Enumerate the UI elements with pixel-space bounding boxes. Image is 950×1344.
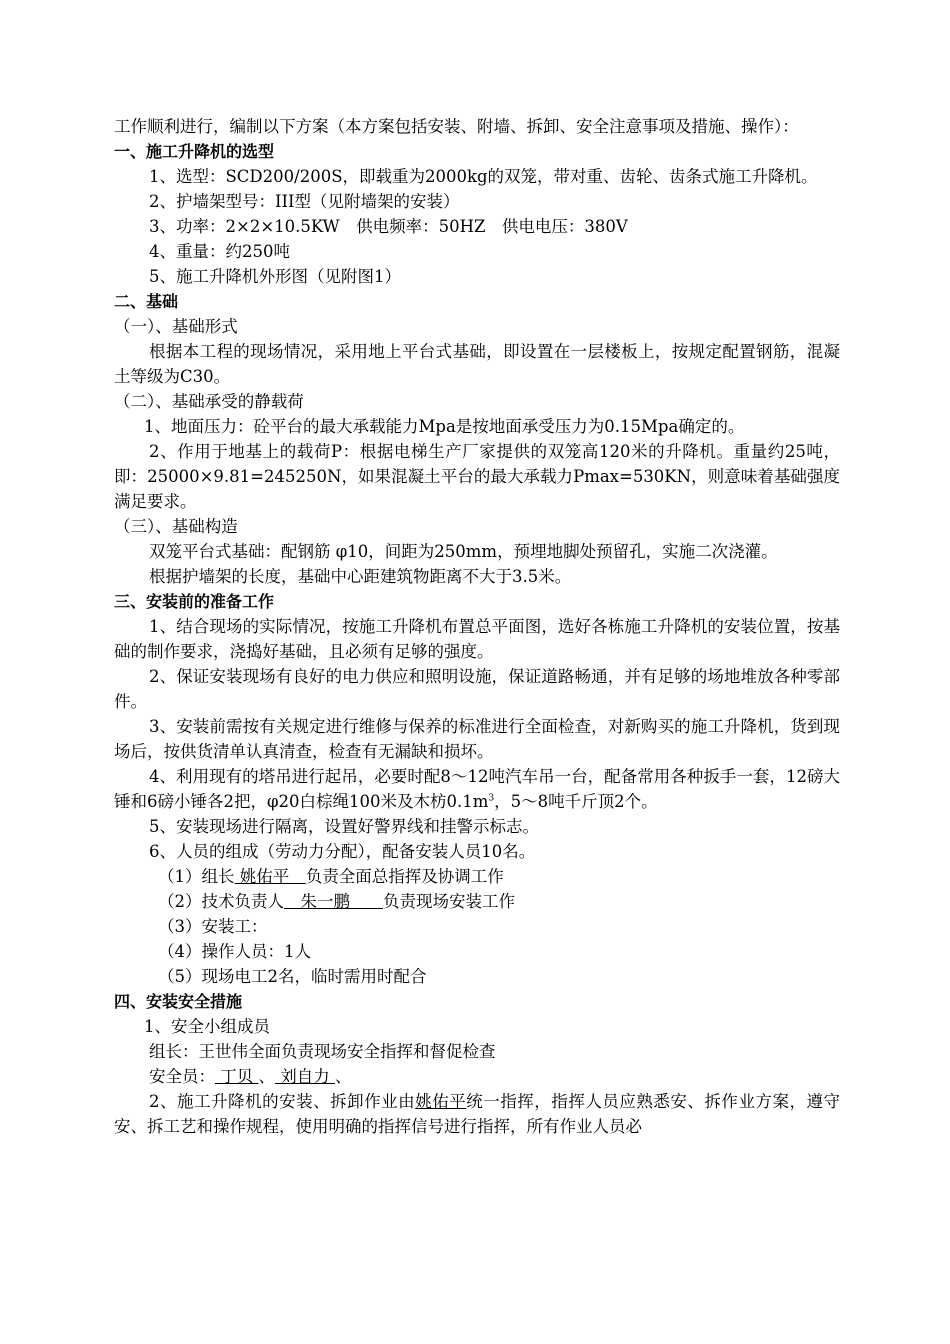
paragraph	[114, 1064, 840, 1089]
subheading: （一）、基础形式	[114, 317, 238, 336]
paragraph: 6、人员的组成（劳动力分配），配备安装人员10名。	[149, 842, 536, 861]
section-heading-3: 三、安装前的准备工作	[114, 592, 275, 611]
text: 4、利用现有的塔吊进行起吊，必要时配8～12吨汽车吊一台，配备常用各种扳手一套，12磅大锤和6磅小锤各2把，φ20白棕绳100米及木枋0.1m	[114, 767, 840, 811]
paragraph: 2、作用于地基上的载荷P：根据电梯生产厂家提供的双笼高120米的升降机。重量约25吨，即：25000×9.81=245250N，如果混凝土平台的最大承载力Pmax=530KN，则意味着基础强度满足要求。	[114, 442, 840, 511]
staff-line	[114, 864, 840, 889]
paragraph	[114, 1089, 840, 1139]
paragraph: 5、安装现场进行隔离，设置好警界线和挂警示标志。	[149, 817, 539, 836]
text: 安全员：	[149, 1067, 215, 1086]
underlined-name: 刘自力	[275, 1067, 335, 1086]
paragraph: 1、安全小组成员	[144, 1017, 270, 1036]
staff-line: （4）操作人员：1人	[158, 942, 311, 961]
text: 负责全面总指挥及协调工作	[305, 867, 504, 886]
paragraph: 组长：王世伟全面负责现场安全指挥和督促检查	[149, 1042, 496, 1061]
paragraph: 1、选型：SCD200/200S，即载重为2000kg的双笼，带对重、齿轮、齿条式施工升降机。	[149, 167, 818, 186]
text: （2）技术负责人	[158, 892, 284, 911]
underlined-name: 姚佑平	[415, 1092, 467, 1111]
text: 统一指挥，指挥人员应熟悉安、拆作业方案，遵守安、拆工艺和操作规程，使用明确的指挥信号进行指挥，所有作业人员必	[114, 1092, 841, 1136]
paragraph: 双笼平台式基础：配钢筋 φ10，间距为250mm，预埋地脚处预留孔，实施二次浇灌。	[149, 542, 778, 561]
document-page	[114, 114, 840, 1139]
superscript: 3	[488, 793, 495, 804]
section-heading-2: 二、基础	[114, 292, 179, 311]
section-heading-4: 四、安装安全措施	[114, 992, 243, 1011]
paragraph	[114, 764, 840, 814]
paragraph: 2、护墙架型号：III型（见附墙架的安装）	[149, 192, 460, 211]
underlined-name: 姚佑平	[234, 867, 306, 886]
staff-line: （5）现场电工2名，临时需用时配合	[158, 967, 427, 986]
underlined-name: 朱一鹏	[284, 892, 383, 911]
text: 2、施工升降机的安装、拆卸作业由	[149, 1092, 416, 1111]
paragraph: 4、重量：约250吨	[149, 242, 290, 261]
paragraph: 1、地面压力：砼平台的最大承载能力Mpa是按地面承受压力为0.15Mpa确定的。	[144, 417, 745, 436]
underlined-name: 丁贝	[215, 1067, 259, 1086]
text: 负责现场安装工作	[383, 892, 515, 911]
staff-line: （3）安装工：	[158, 917, 268, 936]
section-heading-1: 一、施工升降机的选型	[114, 142, 275, 161]
subheading: （三）、基础构造	[114, 517, 238, 536]
paragraph: 3、功率：2×2×10.5KW 供电频率：50HZ 供电电压：380V	[149, 217, 628, 236]
intro-paragraph: 工作顺利进行，编制以下方案（本方案包括安装、附墙、拆卸、安全注意事项及措施、操作）：	[114, 117, 799, 136]
paragraph: 根据护墙架的长度，基础中心距建筑物距离不大于3.5米。	[149, 567, 572, 586]
text: ，5～8吨千斤顶2个。	[494, 792, 658, 811]
paragraph: 根据本工程的现场情况，采用地上平台式基础，即设置在一层楼板上，按规定配置钢筋，混凝土等级为C30。	[114, 342, 840, 386]
paragraph: 3、安装前需按有关规定进行维修与保养的标准进行全面检查，对新购买的施工升降机，货到现场后，按供货清单认真清查，检查有无漏缺和损坏。	[114, 717, 840, 761]
paragraph: 1、结合现场的实际情况，按施工升降机布置总平面图，选好各栋施工升降机的安装位置，按基础的制作要求，浇捣好基础，且必须有足够的强度。	[114, 617, 840, 661]
paragraph: 5、施工升降机外形图（见附图1）	[149, 267, 401, 286]
text: 、	[258, 1067, 275, 1086]
text: 、	[335, 1067, 352, 1086]
paragraph: 2、保证安装现场有良好的电力供应和照明设施，保证道路畅通，并有足够的场地堆放各种零部件。	[114, 667, 840, 711]
staff-line	[114, 889, 840, 914]
subheading: （二）、基础承受的静载荷	[114, 392, 304, 411]
text: （1）组长	[158, 867, 235, 886]
